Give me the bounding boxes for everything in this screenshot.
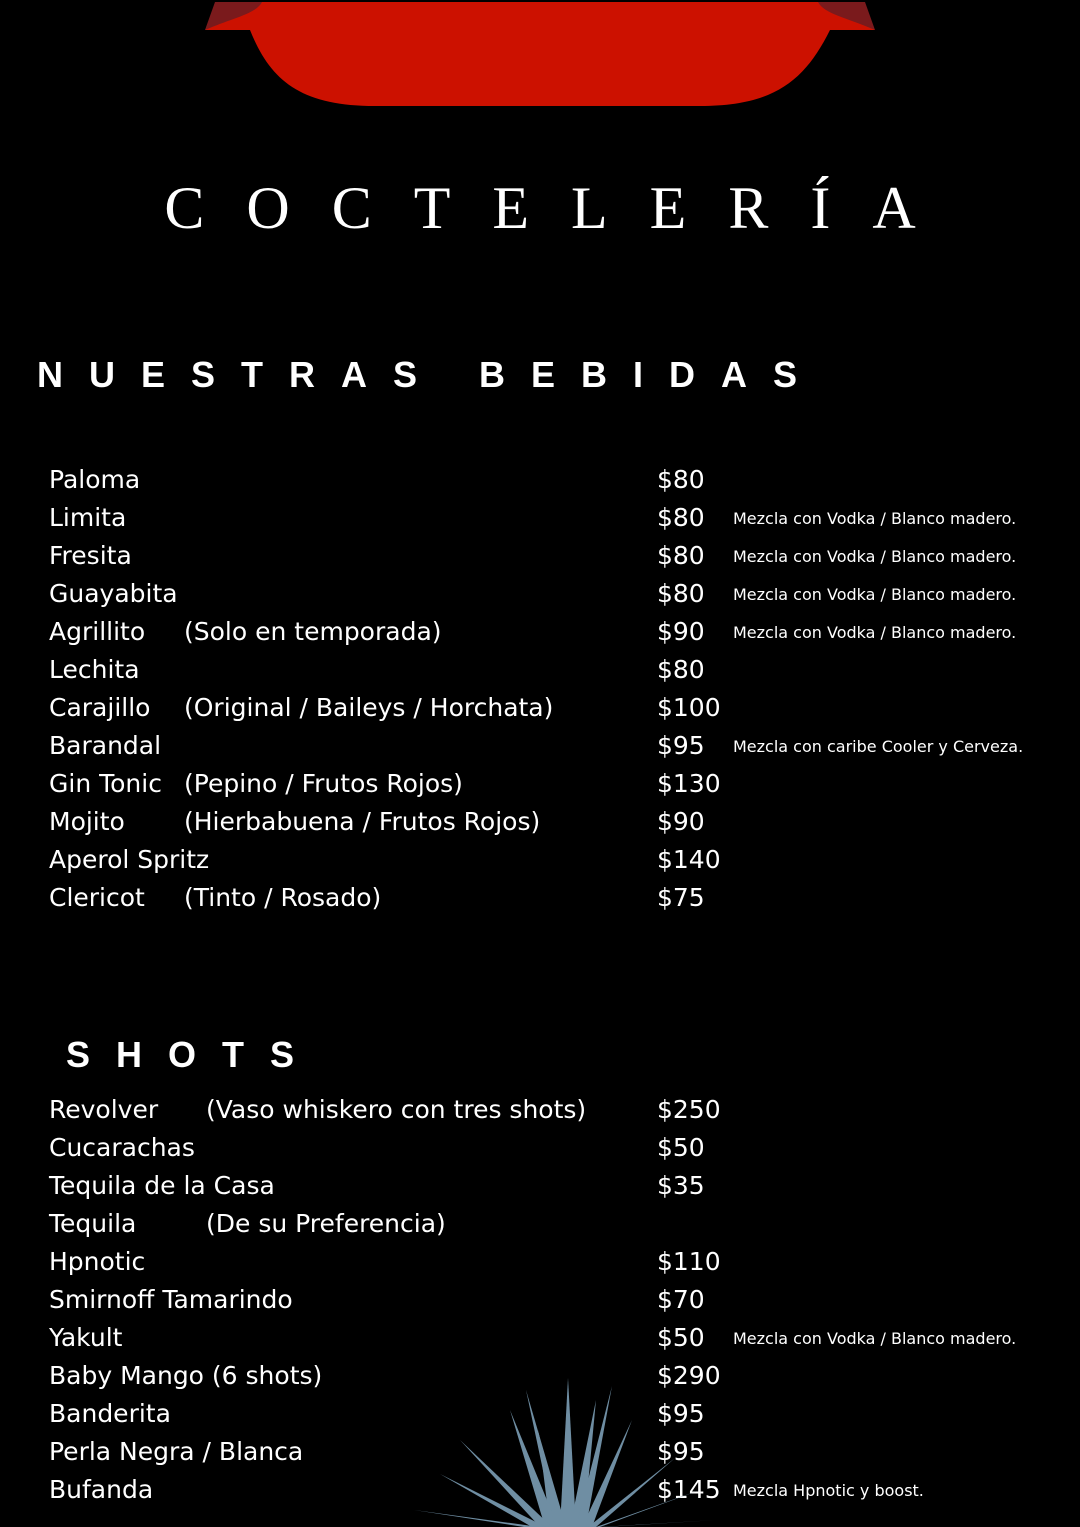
menu-item: [0, 727, 1080, 765]
item-price: $80: [657, 579, 705, 608]
item-price: $90: [657, 617, 705, 646]
item-variant: (Solo en temporada): [184, 617, 442, 646]
item-price: $35: [657, 1171, 705, 1200]
item-note: Mezcla con Vodka / Blanco madero.: [733, 623, 1017, 642]
item-note: Mezcla con Vodka / Blanco madero.: [733, 547, 1017, 566]
item-variant: (Vaso whiskero con tres shots): [206, 1095, 587, 1124]
menu-item: [0, 1091, 1080, 1129]
item-note: Mezcla con Vodka / Blanco madero.: [733, 585, 1017, 604]
item-name: Tequila: [49, 1209, 137, 1238]
item-name: Perla Negra / Blanca: [49, 1437, 304, 1466]
item-name: Hpnotic: [49, 1247, 146, 1276]
page-title: COCTELERÍA: [164, 175, 958, 241]
item-name: Agrillito: [49, 617, 146, 646]
item-name: Tequila de la Casa: [49, 1171, 275, 1200]
item-name: Smirnoff Tamarindo: [49, 1285, 293, 1314]
menu-item: [0, 613, 1080, 651]
item-price: $80: [657, 465, 705, 494]
item-price: $50: [657, 1323, 705, 1352]
item-price: $75: [657, 883, 705, 912]
item-price: $95: [657, 1437, 705, 1466]
item-name: Cucarachas: [49, 1133, 195, 1162]
item-note: Mezcla con caribe Cooler y Cerveza.: [733, 737, 1024, 756]
item-variant: (Hierbabuena / Frutos Rojos): [184, 807, 541, 836]
red-ribbon-banner: [0, 0, 1080, 120]
item-name: Fresita: [49, 541, 132, 570]
item-name: Limita: [49, 503, 127, 532]
item-price: $95: [657, 1399, 705, 1428]
menu-item: [0, 1319, 1080, 1357]
item-variant: (Tinto / Rosado): [184, 883, 382, 912]
item-price: $290: [657, 1361, 721, 1390]
item-name: Carajillo: [49, 693, 151, 722]
item-price: $95: [657, 731, 705, 760]
item-variant: (De su Preferencia): [206, 1209, 446, 1238]
item-price: $80: [657, 541, 705, 570]
menu-item: [0, 1167, 1080, 1205]
section-heading-bebidas: NUESTRAS BEBIDAS: [37, 354, 824, 395]
menu-item: [0, 1205, 1080, 1243]
item-price: $110: [657, 1247, 721, 1276]
item-price: $70: [657, 1285, 705, 1314]
item-name: Clericot: [49, 883, 145, 912]
menu-item: [0, 1281, 1080, 1319]
item-name: Gin Tonic: [49, 769, 162, 798]
item-name: Paloma: [49, 465, 141, 494]
menu-item: [0, 1243, 1080, 1281]
menu-item: [0, 879, 1080, 917]
menu-item: [0, 575, 1080, 613]
item-name: Aperol Spritz: [49, 845, 210, 874]
item-name: Revolver: [49, 1095, 159, 1124]
menu-item: [0, 461, 1080, 499]
menu-item: [0, 803, 1080, 841]
item-price: $80: [657, 503, 705, 532]
item-price: $50: [657, 1133, 705, 1162]
item-note: Mezcla con Vodka / Blanco madero.: [733, 509, 1017, 528]
item-name: Barandal: [49, 731, 162, 760]
item-note: Mezcla Hpnotic y boost.: [733, 1481, 924, 1500]
menu-item: [0, 841, 1080, 879]
menu-item: [0, 689, 1080, 727]
item-variant: (Original / Baileys / Horchata): [184, 693, 554, 722]
item-price: $250: [657, 1095, 721, 1124]
item-price: $90: [657, 807, 705, 836]
menu-item: [0, 499, 1080, 537]
item-name: Guayabita: [49, 579, 178, 608]
drinks-list: [0, 461, 1080, 917]
item-variant: (Pepino / Frutos Rojos): [184, 769, 463, 798]
item-price: $140: [657, 845, 721, 874]
agave-plant-icon: [400, 1370, 720, 1527]
menu-item: [0, 1129, 1080, 1167]
item-name: Bufanda: [49, 1475, 154, 1504]
menu-item: [0, 651, 1080, 689]
item-name: Banderita: [49, 1399, 171, 1428]
section-heading-shots: SHOTS: [66, 1034, 321, 1075]
menu-item: [0, 765, 1080, 803]
item-name: Baby Mango (6 shots): [49, 1361, 323, 1390]
item-name: Mojito: [49, 807, 125, 836]
item-name: Yakult: [49, 1323, 123, 1352]
item-price: $100: [657, 693, 721, 722]
item-price: $145: [657, 1475, 721, 1504]
item-note: Mezcla con Vodka / Blanco madero.: [733, 1329, 1017, 1348]
menu-item: [0, 537, 1080, 575]
item-price: $80: [657, 655, 705, 684]
item-name: Lechita: [49, 655, 140, 684]
item-price: $130: [657, 769, 721, 798]
